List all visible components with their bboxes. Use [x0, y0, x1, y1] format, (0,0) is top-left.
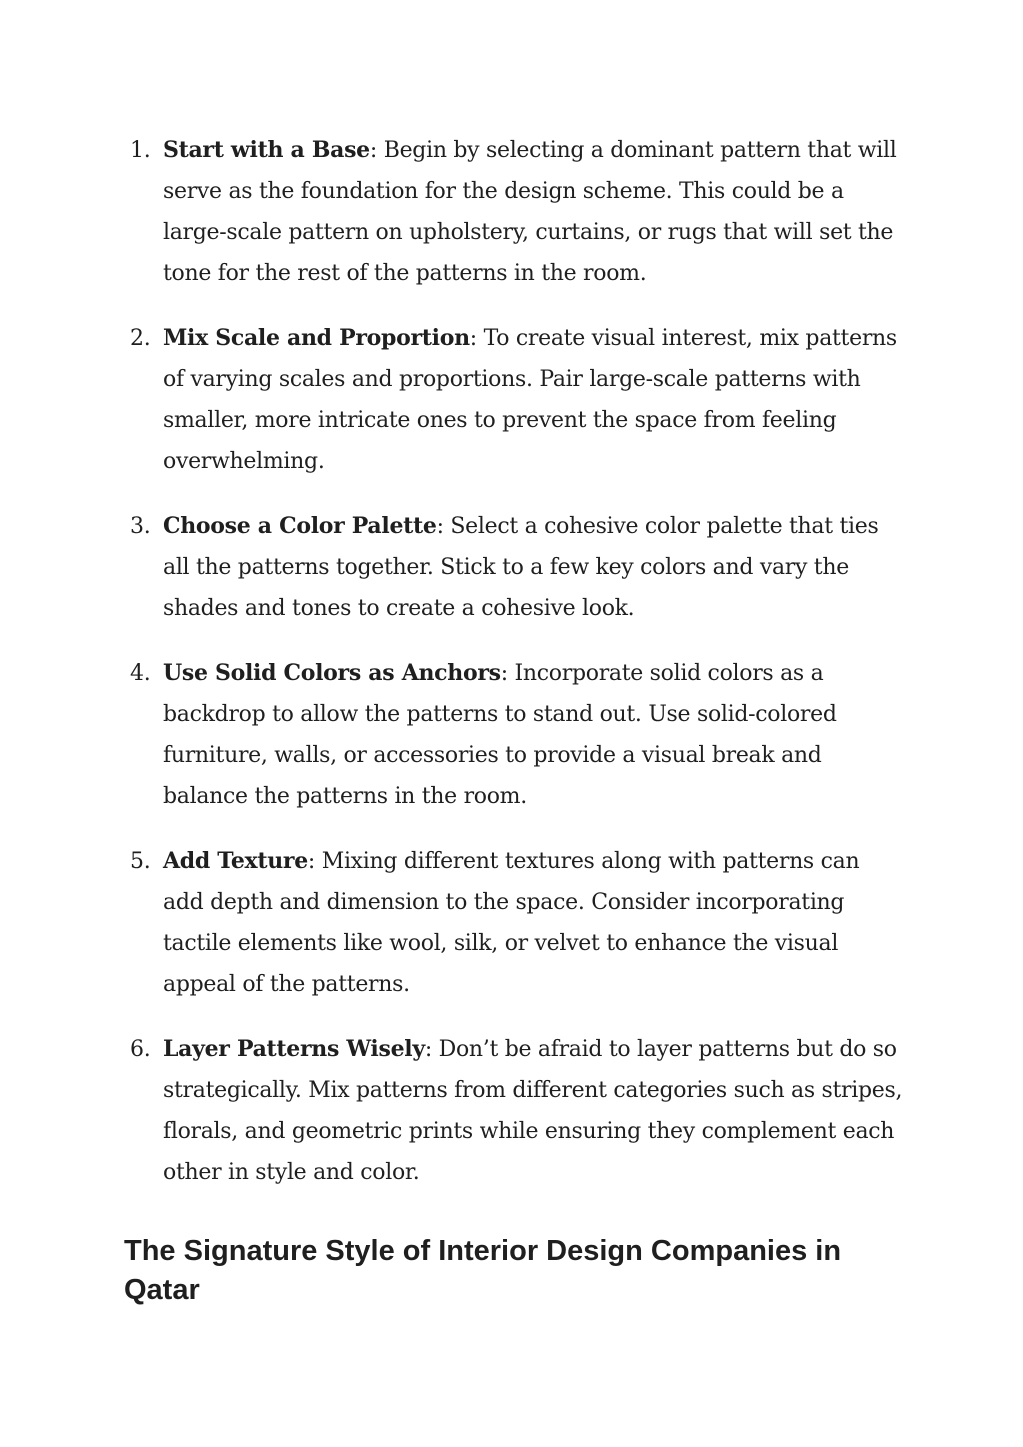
list-item-term: Mix Scale and Proportion — [163, 325, 470, 351]
list-item-separator: : — [469, 326, 477, 351]
list-item-text: Incorporate solid colors as a backdrop to allow the patterns to stand out. Use solid-colored furniture, walls, or accessories to provide a visual break and balance the patterns in the room. — [163, 661, 837, 809]
list-item-term: Add Texture — [163, 848, 308, 874]
list-item-term: Start with a Base — [163, 137, 370, 163]
list-item-number: 2. — [130, 326, 151, 351]
list-item — [0, 841, 1023, 1005]
list-item-term: Layer Patterns Wisely — [163, 1036, 425, 1062]
list-item — [0, 653, 1023, 817]
list-item-text: Begin by selecting a dominant pattern that will serve as the foundation for the design scheme. This could be a large-scale pattern on upholstery, curtains, or rugs that will set the tone for the rest of the patterns in the room. — [163, 138, 897, 286]
list-item-number: 3. — [130, 514, 151, 539]
list-item-text: Mixing different textures along with patterns can add depth and dimension to the space. Consider incorporating tactile elements like wool, silk, or velvet to enhance the visual appeal of the patterns. — [163, 849, 860, 997]
list-item-separator: : — [500, 661, 508, 686]
list-item — [0, 506, 1023, 629]
list-item-number: 5. — [130, 849, 151, 874]
list-item-separator: : — [369, 138, 378, 163]
list-item — [0, 318, 1023, 482]
list-item-term: Choose a Color Palette — [163, 513, 437, 539]
list-item-text: Select a cohesive color palette that ties all the patterns together. Stick to a few key colors and vary the shades and tones to create a cohesive look. — [163, 514, 879, 621]
list-item-text: To create visual interest, mix patterns of varying scales and proportions. Pair large-scale patterns with smaller, more intricate ones to prevent the space from feeling overwhelming. — [163, 326, 897, 474]
numbered-list — [0, 130, 1023, 1217]
list-item-text: Don’t be afraid to layer patterns but do so strategically. Mix patterns from different categories such as stripes, florals, and geometric prints while ensuring they complement each other in style and color. — [163, 1037, 903, 1185]
list-item-number: 6. — [130, 1037, 151, 1062]
list-item-term: Use Solid Colors as Anchors — [163, 660, 501, 686]
section-heading: The Signature Style of Interior Design Companies in Qatar — [124, 1235, 842, 1306]
list-item-separator: : — [307, 849, 316, 874]
list-item — [0, 130, 1023, 294]
list-item-separator: : — [424, 1037, 432, 1062]
list-item — [0, 1029, 1023, 1193]
list-item-number: 4. — [130, 661, 151, 686]
list-item-number: 1. — [130, 138, 151, 163]
list-item-separator: : — [436, 514, 444, 539]
